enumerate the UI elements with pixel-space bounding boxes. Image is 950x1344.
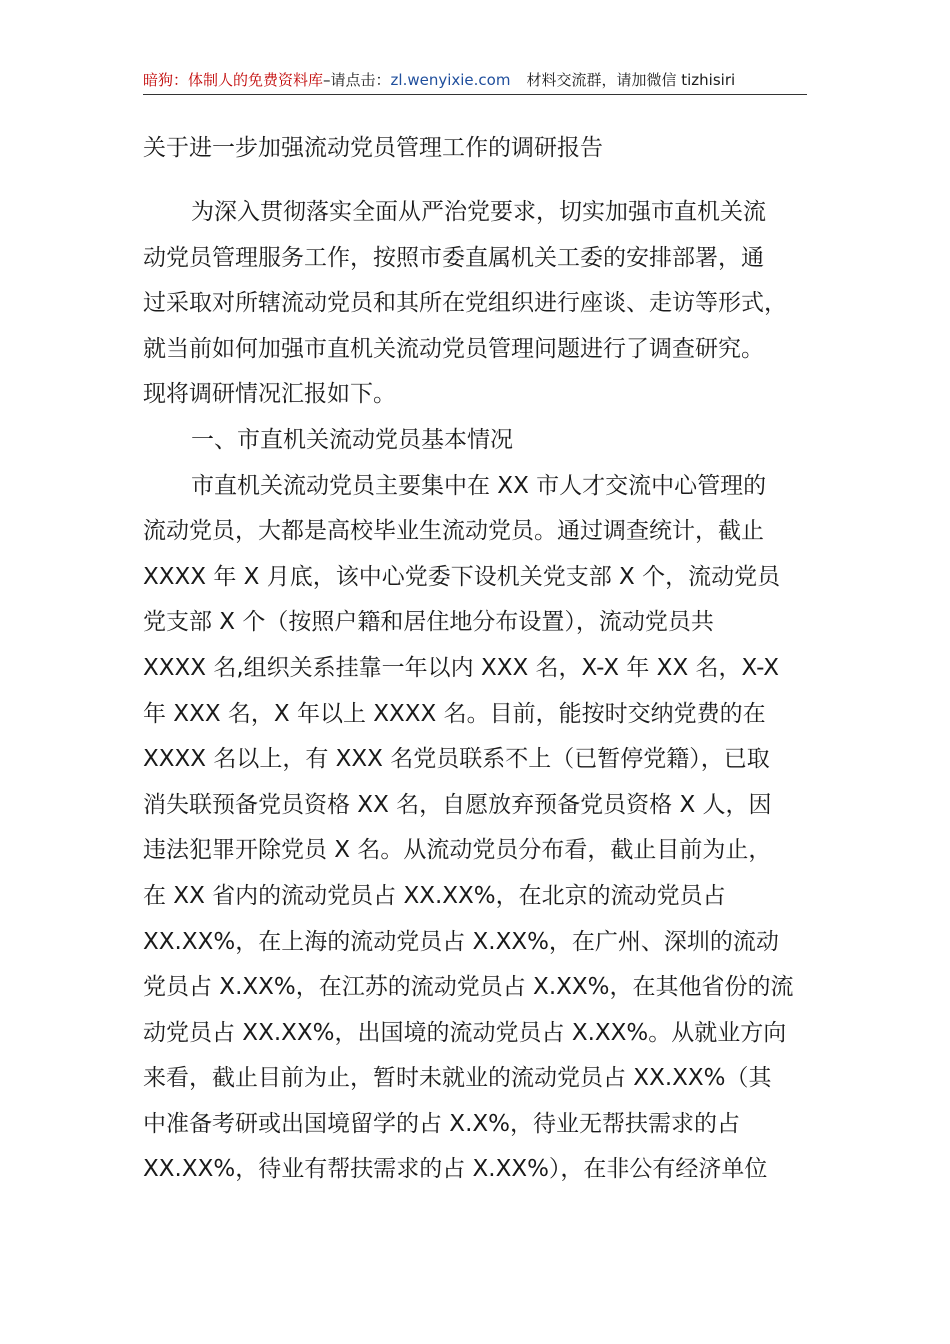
text-line: 党员占 X.XX%，在江苏的流动党员占 X.XX%，在其他省份的流 (143, 974, 794, 1001)
document-title: 关于进一步加强流动党员管理工作的调研报告 (143, 135, 603, 161)
text-line: 市直机关流动党员主要集中在 XX 市人才交流中心管理的 (191, 472, 767, 499)
text-line: XXXX 年 X 月底，该中心党委下设机关党支部 X 个，流动党员 (143, 563, 781, 590)
text-line: 就当前如何加强市直机关流动党员管理问题进行了调查研究。 (143, 335, 764, 362)
text-line: 来看，截止目前为止，暂时未就业的流动党员占 XX.XX%（其 (143, 1065, 772, 1092)
header-click-prefix: –请点击： (323, 71, 391, 89)
text-line: 年 XXX 名，X 年以上 XXXX 名。目前，能按时交纳党费的在 (143, 700, 766, 727)
header-wechat-note: 材料交流群，请加微信 tizhisiri (526, 71, 736, 89)
header-brand: 暗狗：体制人的免费资料库 (143, 71, 324, 89)
text-line: 消失联预备党员资格 XX 名，自愿放弃预备党员资格 X 人，因 (143, 791, 772, 818)
text-line: 中准备考研或出国境留学的占 X.X%，待业无帮扶需求的占 (143, 1110, 740, 1137)
page-header (143, 66, 807, 95)
text-line: XX.XX%，待业有帮扶需求的占 X.XX%），在非公有经济单位 (143, 1156, 768, 1183)
text-line: 动党员占 XX.XX%，出国境的流动党员占 X.XX%。从就业方向 (143, 1019, 787, 1046)
header-link[interactable]: zl.wenyixie.com (390, 71, 511, 89)
text-line: 流动党员，大都是高校毕业生流动党员。通过调查统计，截止 (143, 518, 764, 545)
text-line: 党支部 X 个（按照户籍和居住地分布设置），流动党员共 (143, 609, 714, 636)
text-line: 动党员管理服务工作，按照市委直属机关工委的安排部署，通 (143, 244, 764, 271)
text-line: 现将调研情况汇报如下。 (143, 381, 396, 408)
section-heading: 一、市直机关流动党员基本情况 (191, 426, 513, 453)
text-line: 为深入贯彻落实全面从严治党要求，切实加强市直机关流 (191, 199, 766, 225)
text-line: XXXX 名,组织关系挂靠一年以内 XXX 名，X-X 年 XX 名，X-X (143, 654, 780, 681)
text-line: XX.XX%，在上海的流动党员占 X.XX%，在广州、深圳的流动 (143, 928, 779, 955)
text-line: XXXX 名以上，有 XXX 名党员联系不上（已暂停党籍），已取 (143, 746, 770, 773)
document-body (143, 190, 807, 1193)
text-line: 过采取对所辖流动党员和其所在党组织进行座谈、走访等形式， (143, 290, 787, 317)
text-line: 违法犯罪开除党员 X 名。从流动党员分布看，截止目前为止， (143, 837, 772, 864)
text-line: 在 XX 省内的流动党员占 XX.XX%，在北京的流动党员占 (143, 882, 726, 909)
